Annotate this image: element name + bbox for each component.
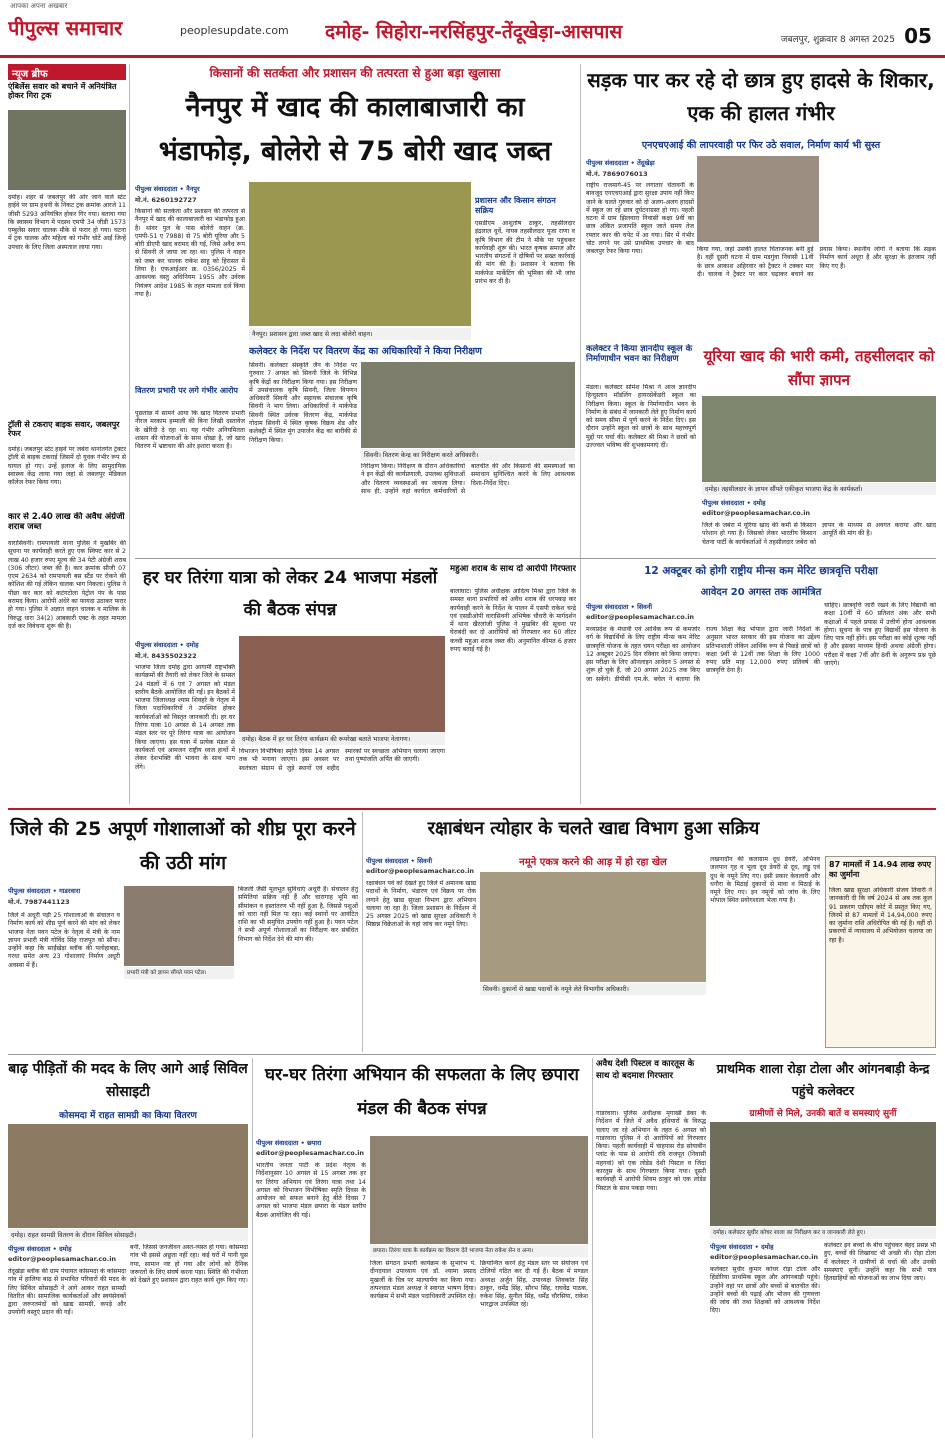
story6-body: भाजपा जिला दमोह द्वारा आगामी राष्ट्रभक्ति कार्यक्रमों की तैयारी को लेकर जिले के समस्त 24 मंडलों में 6 एवं 7 अगस्त को मंडल स्तरीय बैठकें आयोजित की गईं। इन बैठकों में भाजपा जिलाध्यक्ष श्याम शिवहरे के नेतृत्व में जिला पदाधिकारियों ने उपस्थित होकर कार्यकर्ताओं को विस्तृत जानकारी दी। हर घर तिरंगा यात्रा 10 अगस्त से 14 अगस्त तक मंडल स्तर पर पूरे तिरंगा यात्रा का आयोजन किया जाएगा। इस यात्रा में प्रत्येक मंडल से कार्यकर्ता एवं आमजन राष्ट्रीय ध्वज हाथों में लेकर देशभक्ति की भावना के साथ भाग लेंगे। (135, 664, 235, 771)
story10-photo-food-sampling (480, 872, 706, 982)
story2-headline: सड़क पार कर रहे दो छात्र हुए हादसे के शिकार, एक की हालत गंभीर (587, 68, 935, 125)
story6-headline: हर घर तिरंगा यात्रा को लेकर 24 भाजपा मंडलों की बैठक संपन्न (142, 568, 438, 620)
story12-body-2: बनी, जिससे जनजीवन अस्त-व्यस्त हो गया। कोसमदा गांव भी इससे अछूता नहीं रहा। कई घरों में पानी घुस गया, सामान नष्ट हो गया और लोगों को दैनिक जरूरतों के लिए संघर्ष करना पड़ा। स्थिति की गंभीरता को देखते हुए प्रशासन द्वारा राहत कार्य शुरू किए गए। (130, 1244, 248, 1285)
story8-body-2: चाहिए। छात्रवृत्ति जारी रखने के लिए विद्यार्थी को कक्षा 10वीं में 60 प्रतिशत अंक और सभी कक्षाओं में पहले प्रयास में उत्तीर्ण होना आवश्यक होगा। सूचना के पात्र हुए विद्यार्थी इस योजना के लिए पात्र नहीं होंगे। इस परीक्षा का कोई शुल्क नहीं है और इसका माध्यम हिन्दी अथवा अंग्रेजी होगा। परीक्षा में कक्षा 7वीं और 8वीं के अनुरूप प्रश्न पूछे जाएंगे। (824, 602, 936, 668)
brief-body-2: दमोह। जबलपुर स्टेट हाइवे पर जबेरा थानांतर्गत ट्रेक्टर ट्रॉली से बाइक टकराई जिसमें दो युवक गंभीर रूप से घायल हो गए। उन्हें इलाज के लिए सामुदायिक स्वास्थ्य केंद्र लाया गया जहां से जबलपुर मेडिकल कॉलेज रेफर किया गया। (8, 446, 126, 487)
brief-body-1: दमोह। शहर से जबलपुर की ओर जाने वाले स्टेट हाईवे पर ग्राम हथनी के निकट ट्रक क्रमांक आरजे 11 जीसी 5293 अनियंत्रित होकर गिर गया। बताया गया कि स्वास्थ्य विभाग में पदस्थ एमपी 34 जीडी 1573 एम्बुलेंस सवार चालक मौके से फरार हो गया। घटना में ट्रक चालक और महिला को गंभीर चोटें आईं जिन्हें उपचार के लिए जिला अस्पताल लाया गया। (8, 194, 126, 251)
story1-body-2: पूछताछ में सामने आया कि खाद वितरण प्रभारी नीरज मरकाम हम्माली की बिना लिखी दस्तावेज के खेरिदी दे रहा था। यह गंभीर अनियमितता शासन की योजनाओं के साथ धोखा है, जो खाद वितरण में भ्रष्टाचार की ओर इशारा करता है। (135, 410, 245, 451)
story5-byline: पीपुल्स संवाददाता • दमोह (702, 499, 766, 507)
brief-photo-truck (8, 110, 126, 190)
story7-body: बालाघाट। पुलिस अधीक्षक आदित्य मिश्रा द्वारा जिले के समस्त थाना प्रभारियों को अवैध शराब की धरपकड़ कर कार्यवाही करने के निर्देश के पालन में एसपी राकेश चन्द्रे एवं एसडीओपी वारासिवनी अभिषेक चौधरी के मार्गदर्शन में थाना खैरलांजी पुलिस ने मुखबिर की सूचना पर घेराबंदी कर दो आरोपियों को गिरफ्तार कर 60 लीटर कच्ची महुआ शराब जब्त की। अनुमानित कीमत 6 हजार रुपए बताई गई है। (450, 588, 576, 654)
news-brief-label: न्यूज ब्रीफ (8, 64, 126, 80)
story8-body: मध्यप्रदेश के मेधावी एवं आर्थिक रूप से कमजोर वर्ग के विद्यार्थियों के लिए राष्ट्रीय मीन्स कम मेरिट छात्रवृत्ति योजना के तहत चयन परीक्षा का आयोजन 12 अक्टूबर 2025 दिन रविवार को किया जाएगा। इस परीक्षा के लिए ऑनलाइन आवेदन 5 अगस्त से शुरू हो चुके हैं, जो 20 अगस्त 2025 तक किए जा सकेंगे। डीपीसी एम.के. बघेल ने बताया कि राज्य शिक्षा केंद्र भोपाल द्वारा जारी निर्देशों के अनुसार भारत सरकार की इस योजना का उद्देश्य प्रतिभाशाली लेकिन आर्थिक रूप से पिछड़े छात्रों को कक्षा 9वीं से 12वीं तक शिक्षा के लिए 1000 रुपए प्रति माह 12,000 रुपए प्रतिवर्ष की छात्रवृत्ति देना है। (586, 626, 820, 683)
story15-email: editor@peoplesamachar.co.in (710, 1253, 819, 1261)
brief-headline-1: एंबिलेंस सवार को बचाने में अनियंत्रित होकर गिरा ट्रक (8, 82, 117, 100)
column-divider (592, 1058, 593, 1438)
news-brief-column (8, 64, 126, 804)
story8-email: editor@peoplesamachar.co.in (586, 613, 695, 621)
story13-photo-meeting (370, 1136, 588, 1244)
story13-body-3: क्रियान्वित करने हेतु मंडल स्तर पर संयोजन एवं टोलियों गठित कर दी गई हैं। बैठक में मण्डल अध्यक्ष अर्जुन सिंह, उपाध्यक्ष शिवकांत सिंह ठाकुर, धर्मेंद्र सिंह, सौरभ सिंह, राघवेंद्र पाठक, रुकेश सिंह, सुनील सिंह, धर्मेंद्र चौरसिया, राकेश भारद्वाज उपस्थित रहे। (480, 1260, 588, 1309)
story4-headline: कलेक्टर ने किया ज्ञानदीप स्कूल के निर्माणाधीन भवन का निरीक्षण (586, 344, 693, 364)
story6-phone: मो.नं. 8435502322 (135, 652, 197, 660)
story10-byline: पीपुल्स संवाददाता • सिवनी (366, 857, 433, 865)
story10-headline: रक्षाबंधन त्योहार के चलते खाद्य विभाग हुआ सक्रिय (427, 818, 760, 839)
story12-photo-relief (8, 1124, 248, 1228)
story9-phone: मो.नं. 7987441123 (8, 898, 70, 906)
logo-tagline: आपका अपना अखबार (10, 2, 68, 10)
story9-body: जिले में अधूरी पड़ी 25 गोशालाओं के संचालन व निर्माण कार्य को शीघ्र पूर्ण करने की मांग को लेकर भाजपा नेता पवन पटेल के नेतृत्व में मंत्री के नाम ज्ञापन प्रभारी मंत्री गोविंद सिंह राजपूत को सौंपा। उन्होंने कहा कि साईंखेड़ा ब्लॉक की पलोहाबड़ा, गरधा समेत अन्य 23 गोशालाएं निर्माण अधूरी अवस्था में हैं। (8, 912, 120, 969)
story5-photo-memorandum (702, 396, 936, 482)
story3-body: सिवनी। कलेक्टर संस्कृति जैन के निर्देश पर गुरुवार 7 अगस्त को सिवनी जिले के विभिन्न कृषि केंद्रों का निरीक्षण किया गया। इस निरीक्षण में उपसंचालक कृषि सिवनी, जिला विपणन अधिकारी सिवनी और सहायक संचालक कृषि सिवनी ने भाग लिया। अधिकारियों ने मार्कफेड सिवनी स्थित उर्वरक वितरण केंद्र, मार्कफेड गोदाम सिवनी में स्थित कृषक विक्रय शेड और कलेक्ट्री में स्थित मुंग उपार्जन केंद्र का बारीकी से निरीक्षण किया। (249, 362, 357, 444)
story11-box (825, 856, 936, 1048)
brief-headline-3: कार से 2.40 लाख की अवैध अंग्रेजी शराब जब्त (8, 512, 125, 532)
story3-photo-inspection (361, 362, 575, 448)
edition-date: जबलपुर, शुक्रवार 8 अगस्त 2025 (780, 35, 895, 45)
story12-deck: कोसमदा में राहत सामग्री का किया वितरण (59, 1111, 197, 1121)
column-divider (580, 64, 581, 804)
story1-caption: नैनपुर। प्रशासन द्वारा जब्त खाद से लदा बोलेरो वाहन। (249, 328, 471, 340)
story10-body: रक्षाबंधन पर्व को देखते हुए जिले में अमानक खाद्य पदार्थों के निर्माण, भंडारण एवं विक्रय पर रोक लगाने हेतु खाद्य सुरक्षा विभाग द्वारा अभियान चलाया जा रहा है। जिला प्रशासन के निर्देशन में 25 अगस्त 2025 को खाद्य सुरक्षा अधिकारी ने मिष्ठान्न विक्रेताओं के यहां जांच कर नमूने लिए। (366, 880, 476, 929)
story5-email: editor@peoplesamachar.co.in (702, 509, 811, 517)
story2-deck: एनएचएआई की लापरवाही पर फिर उठे सवाल, निर्माण कार्य भी सुस्त (641, 140, 881, 151)
story9-photo-memorandum (124, 886, 234, 966)
website-link[interactable]: peoplesupdate.com (180, 24, 289, 37)
story1-subhead-2: प्रशासन और किसान संगठन सक्रिय (475, 196, 556, 215)
story15-photo-school (710, 1122, 936, 1226)
story13-email: editor@peoplesamachar.co.in (256, 1149, 365, 1157)
story5-body: जिले के जबेरा में यूरिया खाद की कमी से किसान परेशान हो गया है। जिसको लेकर भारतीय किसान चेतना पार्टी के कार्यकर्ताओं ने तहसीलदार जबेरा को ज्ञापन के माध्यम से अवगत कराया और खाद आपूर्ति की मांग की है। (702, 522, 936, 546)
story3-body-2: निरीक्षण किया। निरीक्षण के दौरान अधिकारियों ने इन केंद्रों की कार्यप्रणाली, उपलब्ध सुविधाओं और वितरण व्यवस्थाओं का जायजा लिया। साथ ही, उन्होंने वहां कार्यरत कर्मचारियों से बातचीत की और किसानों की समस्याओं का समाधान सुनिश्चित करने के लिए आवश्यक दिशा-निर्देश दिए। (361, 463, 575, 495)
story1-body-3: एसडीएम आशुतोष ठाकुर, तहसीलदार इंद्रलाल धुर्वे, नायब तहसीलदार पूजा राणा व कृषि विभाग की टीम ने मौके पर पहुंचकर कार्यवाही शुरू की। भारत कृषक समाज और भारतीय संगठनों ने दोषियों पर सख्त कार्रवाई की मांग की है। प्रशासन ने बताया कि मार्कफेड मार्केटिंग की भूमिका की भी जांच प्रारंभ कर दी है। (475, 220, 575, 286)
story10-deck: नमूने एकत्र करने की आड़ में हो रहा खेल (519, 857, 667, 868)
story5-headline: यूरिया खाद की भारी कमी, तहसीलदार को सौंपा ज्ञापन (703, 347, 935, 389)
story1-headline: नैनपुर में खाद की कालाबाजारी का भंडाफोड़, बोलेरो से 75 बोरी खाद जब्त (158, 92, 552, 167)
story12-headline: बाढ़ पीड़ितों की मदद के लिए आगे आई सिविल सोसाइटी (8, 1061, 248, 1100)
story5-caption: दमोह। तहसीलदार के ज्ञापन सौंपते एकीकृत भाजपा केंद्र के कार्यकर्ता। (702, 483, 936, 495)
masthead (0, 0, 945, 58)
story1-kicker: किसानों की सतर्कता और प्रशासन की तत्परता से हुआ बड़ा खुलासा (209, 66, 501, 80)
story13-body: भारतीय जनता पार्टी के प्रदेश नेतृत्व के निर्देशानुसार 10 अगस्त से 15 अगस्त तक हर घर तिरंगा अभियान एवं तिरंगा यात्रा तथा 14 अगस्त को विभाजन विभीषिका स्मृति दिवस के आयोजन को सफल बनाने हेतु बीते दिवस 7 अगस्त को भाजपा मंडल छपारा के मंडल स्तरीय बैठक आयोजित की गई। (256, 1162, 366, 1219)
story1-subhead: वितरण प्रभारी पर लगे गंभीर आरोप (135, 386, 238, 395)
story6-photo-meeting (239, 636, 445, 732)
brief-headline-2: ट्रॉली से टकराए बाइक सवार, जबलपुर रेफर (8, 420, 120, 438)
story15-deck: ग्रामीणों से मिले, उनकी बातें व समस्याएं सुनीं (749, 1109, 897, 1119)
brief-body-3: वारासिवनी। रामपायली थाना पुलिस ने मुखबिर की सूचना पर कार्यवाही करते हुए एक स्विफ्ट कार से 2 लाख 40 हजार रुपए मूल्य की 34 पेटी अंग्रेजी शराब (306 लीटर) जब्त की है। कार क्रमांक सीजी 07 एएम 2634 को रामपायली बस स्टैंड पर रोकने की कोशिश की गई लेकिन चालक भाग निकला। पुलिस ने पीछा कर कार को कटंगटोला पेट्रोल पंप के पास बरामद किया। आरोपी अंधेरे का फायदा उठाकर फरार हो गया। पुलिस ने अज्ञात वाहन चालक व मालिक के विरुद्ध धारा 34(2) आबकारी एक्ट के तहत मामला दर्ज कर विवेचना शुरू की है। (8, 540, 126, 630)
story1-photo-fertilizer-bags (249, 182, 471, 326)
story9-body-2: बिजली जैसी मूलभूत सुविधाएं अधूरी हैं। संचालन हेतु समितियां सक्रिय नहीं हैं और चारागाह भूमि का सीमांकन व हस्तांतरण भी नहीं हुआ है, जिससे पशुओं को चारा नहीं मिल पा रहा। कई स्थानों पर आवंटित राशि का भी समुचित उपयोग नहीं हुआ है। पवन पटेल ने सभी अपूर्ण गोशालाओं का निरीक्षण कर संबंधित विभाग को निर्देश देने की मांग की। (238, 886, 358, 943)
story10-body-2: लखनादौन की कलाग्राम दूध डेयरी, अभिनव जलपान गृह व भूला दूध डेयरी से दूध, लड्डू एवं दूध के नमूने लिए गए। इसी प्रकार केवलारी और धनौरा के मिठाई दुकानों से मावा व मिठाई के नमूने लिए गए। इन नमूनों को जांच के लिए भोपाल स्थित प्रयोगशाला भेजा गया है। (710, 856, 820, 905)
story6-byline: पीपुल्स संवाददाता • दमोह (135, 641, 199, 649)
story6-body-2: विभाजन विभीषिका स्मृति दिवस 14 अगस्त तक भी मनाया जाएगा। इस अवसर पर स्वतंत्रता संग्राम से जुड़े स्थानों एवं शहीद स्मारकों पर स्वच्छता अभियान चलाया जाएगा तथा पुष्पांजलि अर्पित की जाएगी। (239, 748, 445, 772)
newspaper-logo: पीपुल्स समाचार (8, 16, 123, 40)
story13-body-2: जिला संगठन प्रभारी कार्यक्रम के सुभारंभ पं. दीनदयाल उपाध्याय एवं डॉ. श्यामा प्रसाद मुखर्जी के चित्र पर माल्यार्पण कर किया गया। तत्पश्चात मंडल अध्यक्ष ने स्वागत भाषण दिया। कार्यक्रम में सभी मंडल पदाधिकारी उपस्थित रहे। (370, 1260, 476, 1301)
story9-byline: पीपुल्स संवाददाता • गाडरवारा (8, 887, 81, 895)
story1-byline: पीपुल्स संवाददाता • नैनपुर (135, 185, 200, 193)
column-divider (129, 64, 130, 804)
story12-body: तेंदूखेड़ा ब्लॉक की ग्राम पंचायत कोसमदा के कोसमदा गांव में हालिया बाढ़ से प्रभावित परिवारों की मदद के लिए सिविल सोसाइटी ने आगे आकर राहत सामग्री वितरित की। सामाजिक कार्यकर्ताओं और स्वयंसेवकों द्वारा जरूरतमंदों को खाद्य सामग्री, कपड़े और उपयोगी वस्तुएं प्रदान की गईं। (8, 1268, 126, 1317)
story1-phone: मो.नं. 6260192727 (135, 196, 197, 204)
story8-byline: पीपुल्स संवाददाता • सिवनी (586, 603, 653, 611)
story15-body-2: कलेक्टर इन बच्चों के बीच पहुंचकर बेहद प्रसन्न भी हुए, बच्चों की लिखावट भी अच्छी थी। रोड़ा टोला में कलेक्टर ने ग्रामीणों से चर्चा की और उनकी समस्याएं सुनीं। उन्होंने कहा कि सभी पात्र हितग्राहियों को योजनाओं का लाभ दिया जाए। (824, 1242, 936, 1283)
column-divider (252, 1058, 253, 1438)
story15-headline: प्राथमिक शाला रोड़ा टोला और आंगनबाड़ी केन्द्र पहुंचे कलेक्टर (716, 1061, 930, 1098)
story13-caption: छपारा। तिरंगा यात्रा के कार्यक्रम का विवरण देते भाजपा नेता राकेश सेन व अन्य। (370, 1245, 588, 1257)
story9-caption: प्रभारी मंत्री को ज्ञापन सौंपते पवन पटेल। (124, 967, 234, 979)
story4-body: मंडला। कलेक्टर सोमेश मिश्रा ने आज ज्ञानदीप हिन्दुस्तान मॉडलिंग हायरसेकेंडरी स्कूल का निरीक्षण किया। स्कूल के निर्माणाधीन भवन के निर्माण के संबंध में जानकारी लेते हुए निर्माण कार्य को समय सीमा में पूर्ण करने के निर्देश दिए। इस दौरान उन्होंने स्कूल को छात्रों के साथ महत्त्वपूर्ण मुद्दों पर चर्चा की। कलेक्टर श्री मिश्रा ने छात्रों को उज्ज्वल भविष्य की शुभकामनाएं दीं। (586, 384, 696, 450)
story12-email: editor@peoplesamachar.co.in (8, 1255, 117, 1263)
page-number: 05 (904, 24, 932, 48)
story11-headline: 87 मामलों में 14.94 लाख रुपए का जुर्माना (829, 860, 932, 879)
story14-headline: अवैध देशी पिस्टल व कारतूस के साथ दो बदमाश गिरफ्तार (596, 1059, 695, 1081)
story12-byline: पीपुल्स संवाददाता • दमोह (8, 1245, 72, 1253)
story15-body: कलेक्टर सुधीर कुमार कोचर रोड़ा टोला और हिंडोरिया प्राथमिक स्कूल और आंगनबाड़ी पहुंचे। उन्होंने वहां पर छात्रों और बच्चों से बातचीत की। उन्होंने बच्चों की पढ़ाई और भोजन की गुणवत्ता की जांच की तथा शिक्षकों को आवश्यक निर्देश दिए। (710, 1266, 820, 1315)
story14-body: गाडरवारा। पुलिस अधीक्षक मृगाखी डेका के निर्देशन में जिले में अवैध हथियारों के विरुद्ध चलाए जा रहे अभियान के तहत 6 अगस्त को गाडरवारा पुलिस ने दो आरोपियों को गिरफ्तार किया। पहली कार्यवाही में चाहपास रोड सोयाबीन प्लांट के पास से आरोपी रवि राजपूत (निवासी महगवां) को एक लोडेड देशी पिस्टल व जिंदा कारतूस के साथ गिरफ्तार किया गया। दूसरी कार्यवाही में आरोपी शिवम ठाकुर को एक लोडेड पिस्टल के साथ पकड़ा गया। (596, 1110, 706, 1192)
section-title: दमोह- सिहोरा-नरसिंहपुर-तेंदूखेड़ा-आसपास (325, 21, 623, 43)
story13-headline: घर-घर तिरंगा अभियान की सफलता के लिए छपारा मंडल की बैठक संपन्न (265, 1065, 579, 1119)
story6-caption: दमोह। बैठक में हर घर तिरंगा कार्यक्रम की रूपरेखा बताते भाजपा नेतागण। (239, 733, 445, 745)
story8-headline: 12 अक्टूबर को होगी राष्ट्रीय मीन्स कम मेरिट छात्रवृत्ति परीक्षा (644, 565, 878, 577)
story2-body: राष्ट्रीय राजमार्ग-45 पर लगातार चेतावनी के बावजूद एनएचएआई द्वारा सुरक्षा उपाय नहीं किए जाने के चलते गुरुवार को दो अलग-अलग हादसों में स्कूल जा रहे छात्र दुर्घटनाग्रस्त हो गए। पहली घटना में ग्राम झिलवारा निवासी कक्षा 9वीं का छात्र अंकित प्रजापति स्कूल जाते समय तेज रफ्तार कार की चपेट में आ गया। सिर में गंभीर चोट लगने पर उसे प्राथमिक उपचार के बाद जबलपुर रेफर किया गया। (586, 182, 694, 256)
section-rule (135, 558, 936, 559)
column-divider (362, 812, 363, 1052)
story10-caption: सिवनी। दुकानों से खाद्य पदार्थों के नमूने लेते विभागीय अधिकारी। (480, 983, 706, 995)
story2-photo-injured-student (697, 156, 819, 242)
section-rule (8, 808, 936, 810)
story11-body: जिला खाद्य सुरक्षा अधिकारी संजय तिवारी ने जानकारी दी कि वर्ष 2024 से अब तक कुल 91 प्रकरण एडीएम कोर्ट में प्रस्तुत किए गए, जिनमें से 87 मामलों में 14,94,000 रुपए का जुर्माना राशि अधिरोपित की गई है। वहीं दो प्रकरणों में न्यायालय में अभियोजन चलाया जा रहा है। (829, 887, 932, 944)
story15-caption: दमोह। कलेक्टर सुधीर कोचर शाला का निरीक्षण कर व जानकारी लेते हुए। (710, 1227, 936, 1239)
story3-caption: सिवनी। वितरण केन्द्र का निरीक्षण करते अधिकारी। (361, 449, 575, 461)
story9-headline: जिले की 25 अपूर्ण गोशालाओं को शीघ्र पूरा करने की उठी मांग (10, 818, 356, 874)
story7-headline: महुआ शराब के साथ दो आरोपी गिरफ्तार (450, 564, 576, 574)
section-rule (8, 1054, 936, 1055)
story2-body-2: किया गया, जहां उसकी हालत चिंताजनक बनी हुई है। वहीं दूसरी घटना में ग्राम मडगुंवा निवासी 11वीं के छात्र आकाश अहिरवार को ट्रैक्टर ने टक्कर मार दी। चालक ने ट्रैक्टर पर कार चढ़ाकर बचाने का प्रयास किया। स्थानीय लोगों ने बताया कि सड़क निर्माण कार्य अधूरा है और सुरक्षा के इंतजाम नहीं किए गए हैं। (697, 246, 936, 278)
story1-body: किसानों की सतर्कता और प्रशासन की तत्परता से नैनपुर में खाद की कालाबाजारी का भंडाफोड़ हुआ है। थांवर पुल के पास बोलेरो वाहन (क्र. एमपी-51 ए 7988) से 75 बोरी यूरिया और 5 बोरी डीएपी खाद बरामद की गई, जिसे अवैध रूप से सिवनी ले जाया जा रहा था। पुलिस ने वाहन को जब्त कर चालक राकेश साहू को हिरासत में लिया है। एफआईआर क्र. 0356/2025 में आवश्यक वस्तु अधिनियम 1955 और उर्वरक नियंत्रण आदेश 1985 के तहत मामला दर्ज किया गया है। (135, 208, 245, 298)
story10-email: editor@peoplesamachar.co.in (366, 867, 475, 875)
story8-deck: आवेदन 20 अगस्त तक आमंत्रित (700, 587, 822, 598)
story3-headline: कलेक्टर के निर्देश पर वितरण केंद्र का अधिकारियों ने किया निरीक्षण (249, 346, 482, 357)
story2-phone: मो.नं. 7869076013 (586, 170, 648, 178)
story15-byline: पीपुल्स संवाददाता • दमोह (710, 1243, 774, 1251)
story13-byline: पीपुल्स संवाददाता • छपारा (256, 1139, 322, 1147)
story12-caption: दमोह। राहत सामग्री वितरण के दौरान सिविल सोसाइटी। (8, 1229, 248, 1241)
story2-byline: पीपुल्स संवाददाता • तेंदूखेड़ा (586, 159, 655, 167)
